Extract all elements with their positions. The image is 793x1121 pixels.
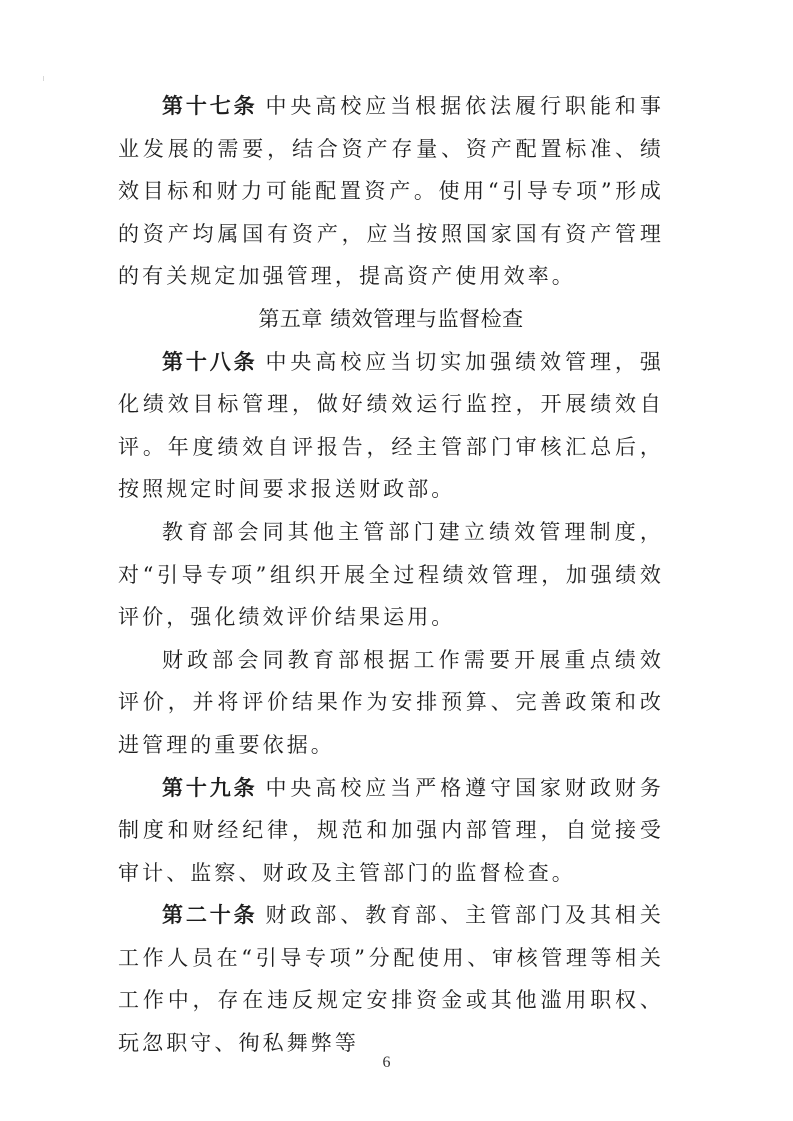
article-label: 第十七条 [162, 94, 258, 118]
article-label: 第十八条 [162, 349, 258, 374]
document-body [118, 85, 664, 1065]
article-label: 第十九条 [162, 775, 258, 800]
article-19 [118, 767, 664, 895]
chapter-heading: 第五章 绩效管理与监督检查 [258, 306, 524, 331]
article-text: 中央高校应当严格遵守国家财政财务制度和财经纪律，规范和加强内部管理，自觉接受审计、监察、财政及主管部门的监督检查。 [118, 775, 664, 885]
article-label: 第二十条 [162, 903, 258, 928]
page-number: 6 [382, 1054, 391, 1071]
article-18 [118, 341, 664, 511]
article-20 [118, 894, 664, 1064]
article-text: 财政部、教育部、主管部门及其相关工作人员在“引导专项”分配使用、审核管理等相关工作中，存在违反规定安排资金或其他滥用职权、玩忽职守、徇私舞弊等 [118, 903, 664, 1056]
paragraph-mof-evaluation [118, 639, 664, 767]
article-17 [118, 85, 664, 298]
paragraph-moe-performance [118, 511, 664, 639]
scan-artifact [43, 76, 44, 81]
article-text: 中央高校应当根据依法履行职能和事业发展的需要，结合资产存量、资产配置标准、绩效目标和财力可能配置资产。使用“引导专项”形成的资产均属国有资产，应当按照国家国有资产管理的有关规定加强管理，提高资产使用效率。 [118, 94, 664, 289]
article-text: 中央高校应当切实加强绩效管理，强化绩效目标管理，做好绩效运行监控，开展绩效自评。年度绩效自评报告，经主管部门审核汇总后，按照规定时间要求报送财政部。 [118, 349, 664, 502]
paragraph-text: 财政部会同教育部根据工作需要开展重点绩效评价，并将评价结果作为安排预算、完善政策和改进管理的重要依据。 [118, 647, 664, 757]
paragraph-text: 教育部会同其他主管部门建立绩效管理制度，对“引导专项”组织开展全过程绩效管理，加强绩效评价，强化绩效评价结果运用。 [118, 519, 664, 630]
